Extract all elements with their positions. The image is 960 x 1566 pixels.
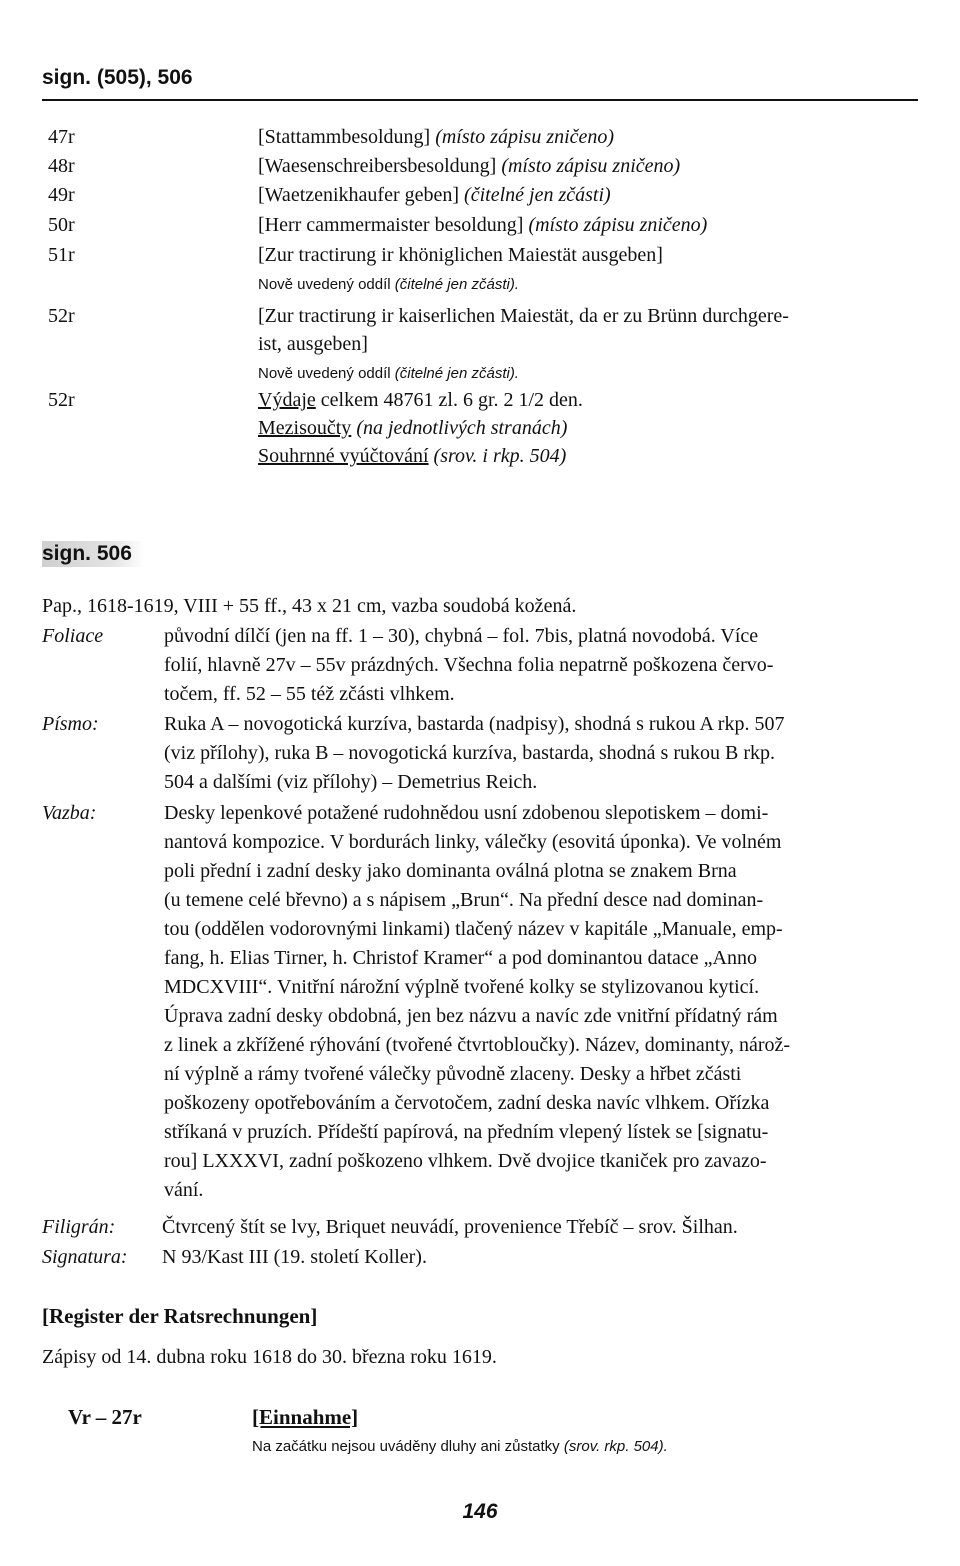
running-header: sign. (505), 506 [42,66,193,89]
register-folio: Vr – 27r [68,1405,142,1429]
filigran-label: Filigrán: [42,1216,116,1238]
entry-note: Nově uvedený oddíl (čitelné jen zčásti). [258,276,519,293]
entry-folio: 51r [48,244,75,266]
vazba-row [42,799,922,1211]
entry-folio: 52r [48,305,75,327]
pismo-row [42,710,922,798]
foliace-row [42,622,922,710]
entry-text: [Zur tractirung ir khöniglichen Maiestät ausgeben] Nově uvedený oddíl (čitelné jen zčásti). [258,244,663,293]
entry-folio: 48r [48,155,75,177]
entry-text: Výdaje celkem 48761 zl. 6 gr. 2 1/2 den. Mezisoučty (na jednotlivých stranách) Souhrnné vyúčtování (srov. i rkp. 504) [258,389,583,467]
register-date-range: Zápisy od 14. dubna roku 1618 do 30. března roku 1619. [42,1346,497,1368]
entry-51r [0,241,960,301]
register-note: Na začátku nejsou uváděny dluhy ani zůstatky (srov. rkp. 504). [252,1438,668,1455]
signatura-text: N 93/Kast III (19. století Koller). [162,1246,427,1268]
foliace-label: Foliace [42,625,104,647]
entry-text: [Zur tractirung ir kaiserlichen Maiestät, da er zu Brünn durchgere- ist, ausgeben] Nově uvedený oddíl (čitelné jen zčásti). [258,305,789,382]
signatura-label: Signatura: [42,1246,128,1268]
entry-folio: 52r [48,389,75,411]
entry-52r-tractirung [0,302,960,388]
foliace-text: původní dílčí (jen na ff. 1 – 30), chybná – fol. 7bis, platná novodobá. Více folií, hlavně 27v – 55v prázdných. Všechna folia nepatrně poškozena červo- točem, ff. 52 – 55 též zčásti vlhkem. [164,625,774,705]
entry-52r-summary [0,386,960,476]
signatura-row [42,1243,922,1273]
entry-text: [Waesenschreibersbesoldung] (místo zápisu zničeno) [258,155,681,177]
page-number: 146 [462,1500,498,1523]
entry-folio: 50r [48,214,75,236]
entry-folio: 49r [48,184,75,206]
entry-text: [Herr cammermaister besoldung] (místo zápisu zničeno) [258,214,708,236]
entry-text: [Waetzenikhaufer geben] (čitelné jen zčásti) [258,184,611,206]
vazba-label: Vazba: [42,802,97,824]
vazba-text: Desky lepenkové potažené rudohnědou usní zdobenou slepotiskem – domi- nantová kompozice. V bordurách linky, válečky (esovitá úponka). Ve volném poli přední i zadní desky jako dominanta oválná plotna se znakem Brna (u temene celé břevno) a s nápisem „Brun“. Na přední desce nad dominan- tou (oddělen vodorovnými linkami) tlačený název v kapitále „Manuale, emp- fang, h. Elias Tirner, h. Christof Kramer“ a pod dominantou datace „Anno MDCXVIII“. Vnitřní nárožní výplně tvořené kolky se stylizovanou kyticí. Úprava zadní desky obdobná, jen bez názvu a navíc zde vnitřní přídatný rám z linek a zkřížené rýhování (tvořené čtvrtobloučky). Název, dominanty, nárož- ní výplně a rámy tvořené válečky původně zlaceny. Desky a hřbet zčásti poškozeny opotřebováním a červotočem, zadní deska navíc vlhkem. Ořízka stříkaná v pruzích. Přídeští papírová, na předním vlepený lístek se [signatu- rou] LXXXVI, zadní poškozeno vlhkem. Dvě dvojice tkaniček pro zavazo- vání. [164,802,791,1201]
filigran-text: Čtvrcený štít se lvy, Briquet neuvádí, provenience Třebíč – srov. Šilhan. [162,1216,738,1238]
pismo-text: Ruka A – novogotická kurzíva, bastarda (nadpisy), shodná s rukou A rkp. 507 (viz přílohy), ruka B – novogotická kurzíva, bastarda, shodná s rukou B rkp. 504 a dalšími (viz přílohy) – Demetrius Reich. [164,713,785,793]
entry-note: Nově uvedený oddíl (čitelné jen zčásti). [258,365,519,382]
header-rule [42,99,918,101]
entry-text: [Stattammbesoldung] (místo zápisu zničeno) [258,126,615,148]
physical-description: Pap., 1618-1619, VIII + 55 ff., 43 x 21 cm, vazba soudobá kožená. [42,595,577,617]
pismo-label: Písmo: [42,713,99,735]
register-heading: [Einnahme] [252,1405,359,1429]
section-badge: sign. 506 [42,541,144,567]
entry-folio: 47r [48,126,75,148]
register-title: [Register der Ratsrechnungen] [42,1304,318,1328]
filigran-row [42,1213,922,1243]
